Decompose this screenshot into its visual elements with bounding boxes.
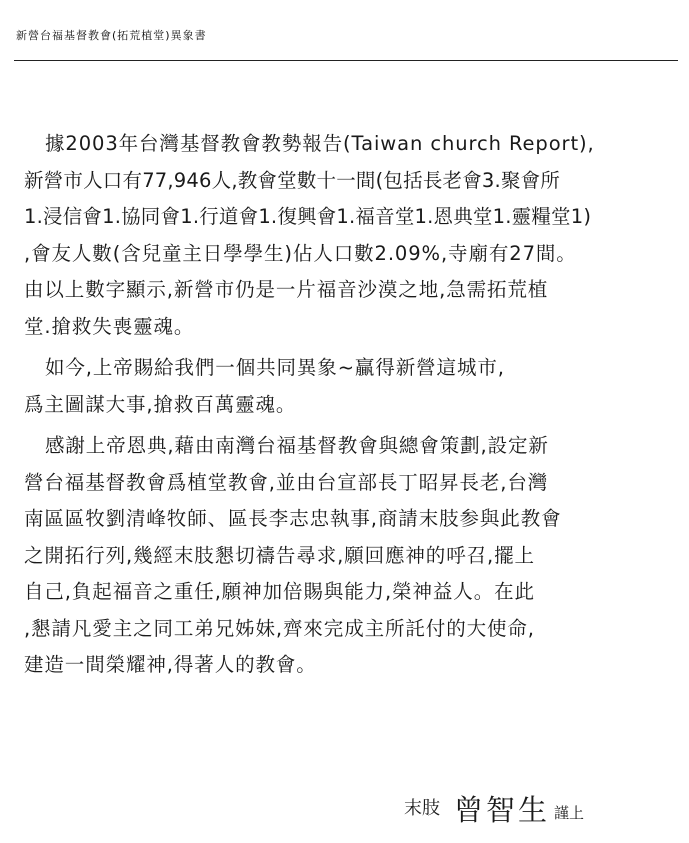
paragraph-line: 由以上數字顯示,新營市仍是一片福音沙漠之地,急需拓荒植 [24,278,549,301]
paragraph-line: ,懇請凡愛主之同工弟兄姊妹,齊來完成主所託付的大使命, [24,616,535,640]
paragraph-line: 自己,負起福音之重任,願神加倍賜與能力,榮神益人。在此 [24,580,535,603]
body-text [24,126,672,684]
paragraph-line: 據2003年台灣基督教會教勢報告(Taiwan church Report), [45,132,595,155]
paragraph-thanks [24,428,672,684]
paragraph-line: 南區區牧劉清峰牧師、區長李志忠執事,商請末肢参與此教會 [24,507,562,530]
signature [404,788,584,829]
title-block [14,16,678,61]
paragraph-statistics [24,126,672,345]
signature-suffix: 謹上 [554,804,585,822]
paragraph-line: 建造一間榮耀神,得著人的教會。 [24,653,317,676]
paragraph-line: 堂.搶救失喪靈魂。 [24,314,195,338]
paragraph-line: 爲主圖謀大事,搶救百萬靈魂。 [24,392,297,416]
paragraph-vision [24,350,672,423]
paragraph-line: 之開拓行列,幾經末肢懇切禱告尋求,願回應神的呼召,擺上 [24,543,535,567]
signature-role: 末肢 [404,798,440,819]
paragraph-line: 營台福基督教會爲植堂教會,並由台宣部長丁昭昇長老,台灣 [24,470,549,494]
paragraph-line: 感謝上帝恩典,藉由南灣台福基督教會與總會策劃,設定新 [45,434,549,457]
paragraph-line: 如今,上帝賜給我們一個共同異象~贏得新營這城市, [45,356,505,379]
document-title: 新營台福基督教會(拓荒植堂)異象書 [16,29,207,42]
paragraph-line: 新營市人口有77,946人,教會堂數十一間(包括長老會3.聚會所 [24,168,561,192]
signature-name: 曾智生 [454,793,551,827]
paragraph-line: ,會友人數(含兒童主日學學生)佔人口數2.09%,寺廟有27間。 [24,241,577,265]
paragraph-line: 1.浸信會1.協同會1.行道會1.復興會1.福音堂1.恩典堂1.靈糧堂1) [24,205,592,228]
title-underline [14,60,678,61]
